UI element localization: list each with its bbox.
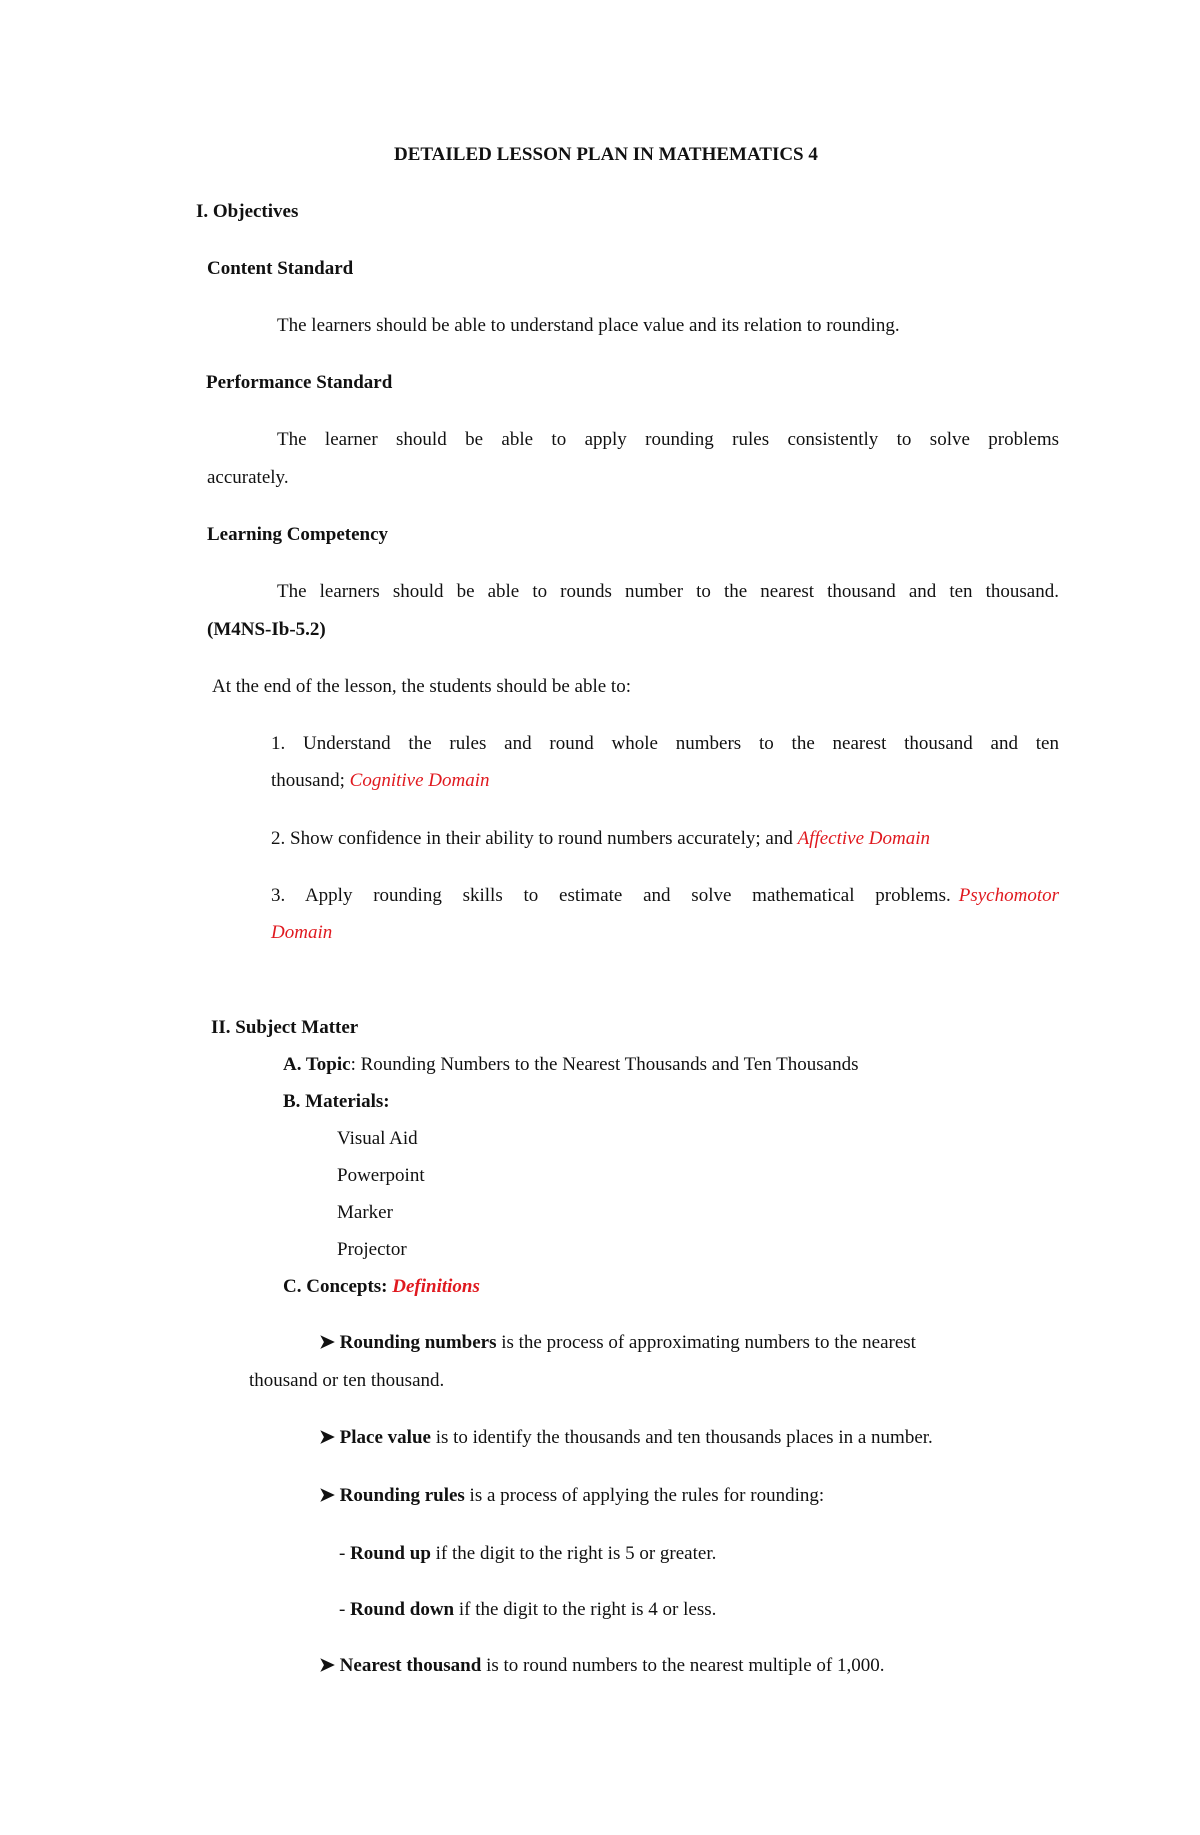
performance-standard-text: The learner should be able to apply rounding rules consistently to solve problems bbox=[277, 429, 1059, 450]
definition-text-cont: thousand or ten thousand. bbox=[249, 1370, 445, 1391]
performance-standard-heading: Performance Standard bbox=[206, 372, 393, 393]
learning-competency-heading: Learning Competency bbox=[207, 524, 389, 545]
topic-line bbox=[283, 1055, 859, 1074]
objective-item-2 bbox=[271, 829, 930, 848]
definition-term: Rounding numbers bbox=[339, 1332, 497, 1353]
content-standard-text: The learners should be able to understand place value and its relation to rounding. bbox=[277, 315, 900, 336]
psychomotor-domain-label: Psychomotor bbox=[958, 885, 1059, 906]
material-item: Projector bbox=[337, 1239, 407, 1260]
performance-standard-text-cont: accurately. bbox=[207, 467, 289, 488]
materials-label: B. Materials: bbox=[283, 1091, 390, 1112]
definition-text: is to identify the thousands and ten thousands places in a number. bbox=[430, 1427, 933, 1448]
cognitive-domain-label: Cognitive Domain bbox=[349, 770, 490, 791]
definitions-label: Definitions bbox=[392, 1276, 480, 1297]
rule-item bbox=[339, 1600, 716, 1619]
rule-text: if the digit to the right is 4 or less. bbox=[454, 1599, 717, 1620]
definition-term: Rounding rules bbox=[339, 1485, 465, 1506]
definition-term: Nearest thousand bbox=[339, 1655, 482, 1676]
material-item: Marker bbox=[337, 1202, 393, 1223]
rule-dash: - bbox=[339, 1543, 351, 1564]
objective-item-1-text: thousand; bbox=[271, 770, 350, 791]
material-item: Visual Aid bbox=[337, 1128, 418, 1149]
rule-term: Round down bbox=[350, 1599, 455, 1620]
objectives-intro: At the end of the lesson, the students should be able to: bbox=[212, 676, 631, 697]
definition-item bbox=[319, 1428, 933, 1447]
competency-code: (M4NS-Ib-5.2) bbox=[207, 619, 326, 640]
definition-term: Place value bbox=[339, 1427, 431, 1448]
concepts-line bbox=[283, 1277, 480, 1296]
objective-item-3 bbox=[271, 886, 1059, 905]
objective-item-2-text: 2. Show confidence in their ability to round numbers accurately; and bbox=[271, 828, 798, 849]
rule-term: Round up bbox=[350, 1543, 431, 1564]
arrow-bullet-icon: ➤ bbox=[319, 1332, 335, 1353]
objective-item-1-cont bbox=[271, 771, 490, 790]
arrow-bullet-icon: ➤ bbox=[319, 1485, 335, 1506]
definition-item bbox=[319, 1333, 916, 1352]
rule-item bbox=[339, 1544, 716, 1563]
objective-item-1: 1. Understand the rules and round whole numbers to the nearest thousand and ten bbox=[271, 733, 1059, 754]
objective-item-3-text: 3. Apply rounding skills to estimate and solve mathematical problems. bbox=[271, 885, 951, 906]
rule-dash: - bbox=[339, 1599, 351, 1620]
content-standard-heading: Content Standard bbox=[207, 258, 354, 279]
definition-text: is the process of approximating numbers to the nearest bbox=[496, 1332, 916, 1353]
arrow-bullet-icon: ➤ bbox=[319, 1427, 335, 1448]
definition-item bbox=[319, 1486, 824, 1505]
document-title: DETAILED LESSON PLAN IN MATHEMATICS 4 bbox=[394, 144, 818, 165]
topic-label: A. Topic bbox=[283, 1054, 351, 1075]
definition-text: is to round numbers to the nearest multiple of 1,000. bbox=[481, 1655, 885, 1676]
affective-domain-label: Affective Domain bbox=[797, 828, 931, 849]
learning-competency-text: The learners should be able to rounds number to the nearest thousand and ten thousand. bbox=[277, 581, 1059, 602]
definition-item bbox=[319, 1656, 884, 1675]
subject-matter-heading: II. Subject Matter bbox=[211, 1017, 359, 1038]
topic-text: : Rounding Numbers to the Nearest Thousands and Ten Thousands bbox=[350, 1054, 859, 1075]
objectives-heading: I. Objectives bbox=[196, 201, 299, 222]
arrow-bullet-icon: ➤ bbox=[319, 1655, 335, 1676]
definition-text: is a process of applying the rules for rounding: bbox=[464, 1485, 825, 1506]
material-item: Powerpoint bbox=[337, 1165, 425, 1186]
concepts-label: C. Concepts: bbox=[283, 1276, 393, 1297]
rule-text: if the digit to the right is 5 or greater. bbox=[430, 1543, 717, 1564]
psychomotor-domain-label-cont: Domain bbox=[271, 922, 333, 943]
